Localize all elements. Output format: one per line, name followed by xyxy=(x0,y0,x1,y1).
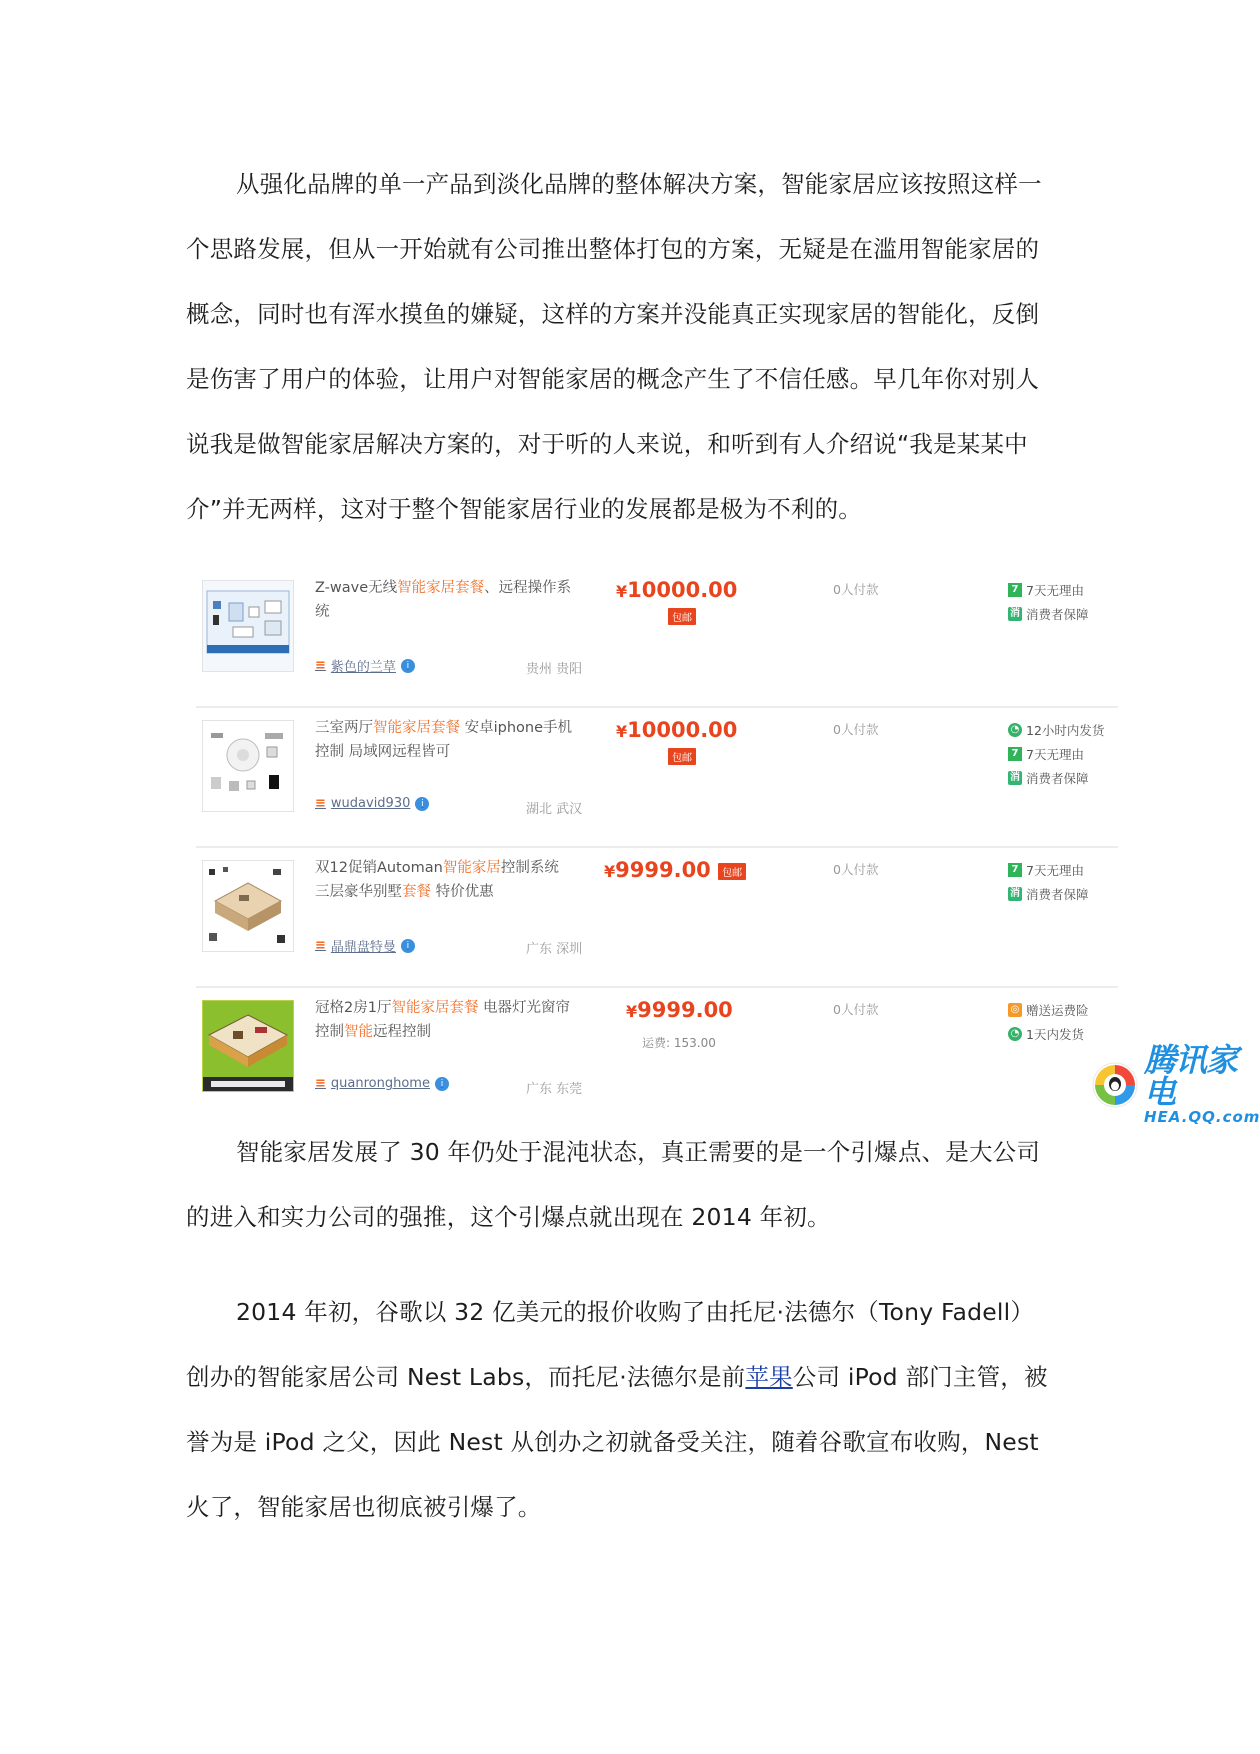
seller-link[interactable]: ≡ 紫色的兰草 i xyxy=(315,656,415,675)
listing-row xyxy=(196,706,1118,848)
product-thumbnail xyxy=(202,580,294,672)
paid-count: 0人付款 xyxy=(833,1002,879,1017)
price: ¥9999.00 xyxy=(626,998,733,1022)
consumer-protection-icon: 消 xyxy=(1010,608,1020,619)
guarantee-list: ◎ 赠送运费险 ◔ 1天内发货 xyxy=(1008,998,1089,1046)
guarantee-list: ◔ 12小时内发货 7 7天无理由 消 消费者保障 xyxy=(1010,723,1105,786)
location: 贵州 贵阳 xyxy=(526,662,583,677)
verified-badge-icon: i xyxy=(401,939,415,953)
seven-day-icon: 7 xyxy=(1008,863,1022,877)
watermark-cn: 腾讯家电 xyxy=(1144,1041,1238,1111)
price: ¥10000.00 xyxy=(616,718,738,742)
shop-icon: ≡ xyxy=(315,796,326,811)
product-title[interactable]: 三室两厅智能家居套餐 安卓iphone手机控制 局域网远程皆可 xyxy=(315,720,573,760)
location: 广东 深圳 xyxy=(526,942,583,957)
shipping-insurance-icon: ◎ xyxy=(1008,1003,1022,1017)
paragraph-1: 从强化品牌的单一产品到淡化品牌的整体解决方案，智能家居应该按照这样一个思路发展，但从一开始就有公司推出整体打包的方案，无疑是在滥用智能家居的概念，同时也有浑水摸鱼的嫌疑，这样的方案并没能真正实现家居的智能化，反倒是伤害了用户的体验，让用户对智能家居的概念产生了不信任感。早几年你对别人说我是做智能家居解决方案的，对于听的人来说，和听到有人介绍说“我是某某中介”并无两样，这对于整个智能家居行业的发展都是极为不利的。 xyxy=(186,170,1042,523)
apple-link[interactable]: 苹果 xyxy=(745,1363,793,1391)
guarantee-list: 7 7天无理由 消 消费者保障 xyxy=(1010,583,1089,622)
product-thumbnail xyxy=(202,1000,294,1092)
product-thumbnail xyxy=(202,860,294,952)
product-title[interactable]: 双12促销Automan智能家居控制系统 三层豪华别墅套餐 特价优惠 xyxy=(315,860,559,900)
verified-badge-icon: i xyxy=(415,797,429,811)
shop-icon: ≡ xyxy=(315,938,326,953)
shop-icon: ≡ xyxy=(315,658,326,673)
listing-row xyxy=(196,986,1118,1126)
price: ¥10000.00 xyxy=(616,578,738,602)
free-shipping-tag: 包邮 xyxy=(668,748,696,765)
free-shipping-tag: 包邮 xyxy=(668,608,696,625)
product-listing-image xyxy=(196,566,1260,1126)
product-thumbnail xyxy=(202,720,294,812)
location: 湖北 武汉 xyxy=(526,802,583,817)
shop-icon: ≡ xyxy=(315,1076,326,1091)
shipping-fee: 运费: 153.00 xyxy=(642,1036,716,1050)
paragraph-3: 2014 年初，谷歌以 32 亿美元的报价收购了由托尼·法德尔（Tony Fadell）创办的智能家居公司 Nest Labs，而托尼·法德尔是前苹果公司 iPod 部门主管，被誉为是 iPod 之父，因此 Nest 从创办之初就备受关注，随着谷歌宣布收购，Nest 火了，智能家居也彻底被引爆了。 xyxy=(186,1298,1048,1521)
seller-link[interactable]: ≡ wudavid930 i xyxy=(315,796,429,811)
guarantee-list: 7 7天无理由 消 消费者保障 xyxy=(1010,863,1089,902)
watermark-en: HEA.QQ.com xyxy=(1144,1108,1260,1126)
listing-row xyxy=(196,566,1118,708)
paragraph-2: 智能家居发展了 30 年仍处于混沌状态，真正需要的是一个引爆点、是大公司的进入和实力公司的强推，这个引爆点就出现在 2014 年初。 xyxy=(186,1138,1041,1231)
clock-icon: ◔ xyxy=(1008,1027,1022,1041)
seven-day-icon: 7 xyxy=(1008,583,1022,597)
clock-icon: ◔ xyxy=(1008,723,1022,737)
paid-count: 0人付款 xyxy=(833,582,879,597)
tencent-logo-icon xyxy=(1092,1062,1138,1108)
product-title[interactable]: Z-wave无线智能家居套餐、远程操作系统 xyxy=(315,580,572,620)
listing-row xyxy=(196,846,1118,988)
price: ¥9999.00 包邮 xyxy=(604,858,746,882)
paid-count: 0人付款 xyxy=(833,862,879,877)
consumer-protection-icon: 消 xyxy=(1010,888,1020,899)
product-title[interactable]: 冠格2房1厅智能家居套餐 电器灯光窗帘控制智能远程控制 xyxy=(315,1000,571,1040)
location: 广东 东莞 xyxy=(526,1082,583,1097)
seller-link[interactable]: ≡ 晶鼎盘特曼 i xyxy=(315,936,415,955)
seller-link[interactable]: ≡ quanronghome i xyxy=(315,1076,449,1091)
verified-badge-icon: i xyxy=(401,659,415,673)
tencent-watermark xyxy=(1092,1041,1260,1126)
free-shipping-tag: 包邮 xyxy=(718,863,746,880)
consumer-protection-icon: 消 xyxy=(1010,772,1020,783)
verified-badge-icon: i xyxy=(435,1077,449,1091)
paid-count: 0人付款 xyxy=(833,722,879,737)
seven-day-icon: 7 xyxy=(1008,747,1022,761)
